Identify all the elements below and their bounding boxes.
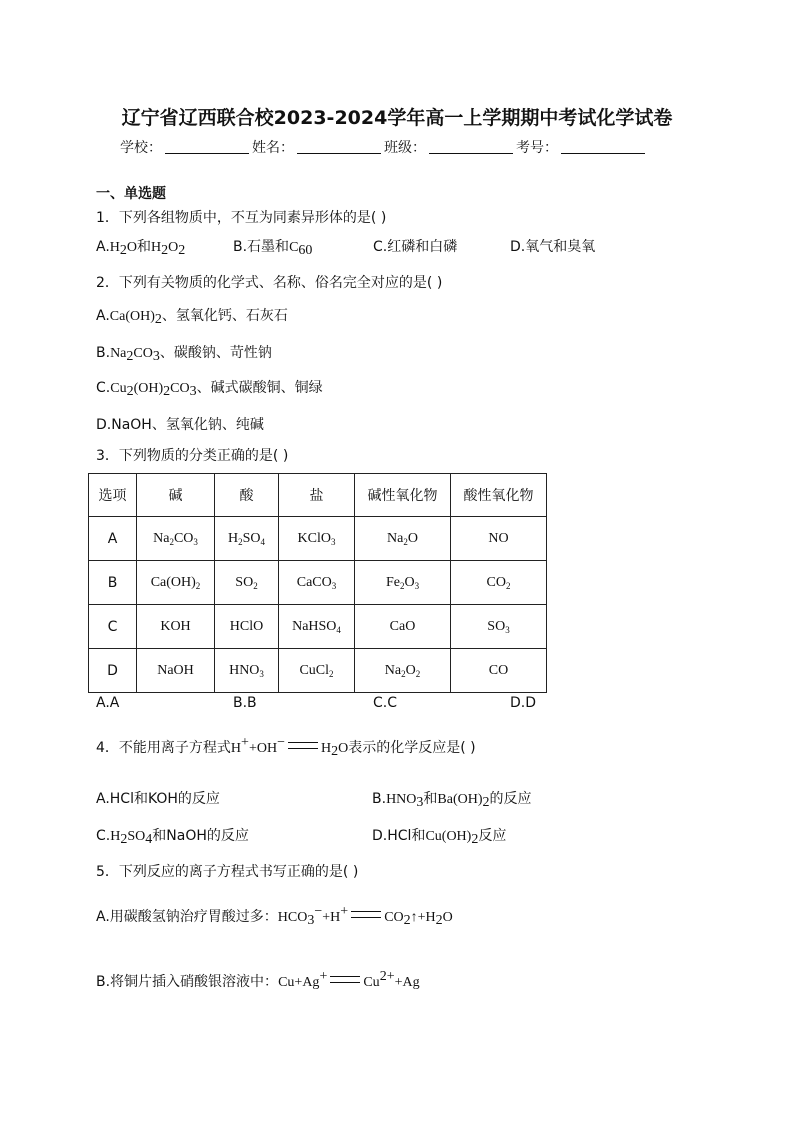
q2-option-b[interactable]: $B.Na_2CO_3$、碳酸钠、苛性钠 <box>96 345 272 364</box>
q4-stem: 4．不能用离子方程式H++OH− $H_2O$表示的化学反应是( ) <box>96 735 476 759</box>
table-row <box>89 517 547 561</box>
q1-option-c[interactable]: C.红磷和白磷 <box>373 239 458 255</box>
student-info-line <box>120 137 648 157</box>
classification-table <box>88 473 547 693</box>
table-cell: CuCl$_2$ <box>279 649 355 693</box>
table-cell: $Na_2O$ <box>355 517 451 561</box>
q3-stem: 3．下列物质的分类正确的是( ) <box>96 448 289 464</box>
q1-option-b[interactable]: B.石墨和$C_{60}$ <box>233 239 313 258</box>
table-cell: C <box>89 605 137 649</box>
school-label: 学校： <box>120 140 162 156</box>
section-title: 一、单选题 <box>96 186 166 202</box>
number-blank[interactable] <box>561 139 645 154</box>
table-row <box>89 649 547 693</box>
table-cell: $HNO_3$ <box>215 649 279 693</box>
table-cell: $SO_3$ <box>451 605 547 649</box>
table-cell: KClO$_3$ <box>279 517 355 561</box>
table-header: 酸性氧化物 <box>451 474 547 517</box>
q5-stem: 5．下列反应的离子方程式书写正确的是( ) <box>96 864 359 880</box>
table-cell: NaHSO$_4$ <box>279 605 355 649</box>
q2-option-d[interactable]: D.NaOH、氢氧化钠、纯碱 <box>96 417 264 433</box>
table-header-row <box>89 474 547 517</box>
table-cell: NaOH <box>137 649 215 693</box>
table-header: 选项 <box>89 474 137 517</box>
table-cell: $Ca(OH)_2$ <box>137 561 215 605</box>
number-label: 考号： <box>516 140 558 156</box>
name-blank[interactable] <box>297 139 381 154</box>
table-cell: HClO <box>215 605 279 649</box>
table-cell: CaCO$_3$ <box>279 561 355 605</box>
page-title: 辽宁省辽西联合校2023-2024学年高一上学期期中考试化学试卷 <box>121 107 673 129</box>
q4-option-c[interactable]: $C.H_2SO_4$和NaOH的反应 <box>96 828 249 847</box>
equals-sign-icon <box>351 911 381 918</box>
equals-sign-icon <box>288 742 318 749</box>
table-header: 酸 <box>215 474 279 517</box>
table-cell: $H_2SO_4$ <box>215 517 279 561</box>
school-blank[interactable] <box>165 139 249 154</box>
q4-option-d[interactable]: D.HCl和$Cu(OH)_2$反应 <box>372 828 507 847</box>
equals-sign-icon <box>330 976 360 983</box>
q3-option-a[interactable]: A.A <box>96 695 120 711</box>
table-cell: CO <box>451 649 547 693</box>
q2-option-a[interactable]: $A.Ca(OH)_2$、氢氧化钙、石灰石 <box>96 308 288 327</box>
q3-option-b[interactable]: B.B <box>233 695 257 711</box>
class-blank[interactable] <box>429 139 513 154</box>
table-cell: $Na_2O_2$ <box>355 649 451 693</box>
table-cell: NO <box>451 517 547 561</box>
name-label: 姓名： <box>252 140 294 156</box>
q5-option-a[interactable]: A.用碳酸氢钠治疗胃酸过多：$HCO_3^-+H^+$ $CO_2↑+H_2O$ <box>96 904 453 928</box>
table-cell: $Fe_2O_3$ <box>355 561 451 605</box>
table-cell: $CO_2$ <box>451 561 547 605</box>
table-row <box>89 561 547 605</box>
table-cell: D <box>89 649 137 693</box>
q1-option-a[interactable]: $A.H_2O$和$H_2O_2$ <box>96 239 186 258</box>
table-cell: KOH <box>137 605 215 649</box>
table-cell: A <box>89 517 137 561</box>
q5-option-b[interactable]: B.将铜片插入硝酸银溶液中：Cu+Ag+ $Cu^{2+}+Ag$ <box>96 969 420 990</box>
table-cell: $Na_2CO_3$ <box>137 517 215 561</box>
q2-option-c[interactable]: $C.Cu_2(OH)_2CO_3$、碱式碳酸铜、铜绿 <box>96 380 323 399</box>
table-header: 碱 <box>137 474 215 517</box>
q1-stem: 1．下列各组物质中，不互为同素异形体的是( ) <box>96 210 387 226</box>
table-row <box>89 605 547 649</box>
table-header: 碱性氧化物 <box>355 474 451 517</box>
q4-option-b[interactable]: $B.HNO_3$和$Ba(OH)_2$的反应 <box>372 791 532 810</box>
q3-option-c[interactable]: C.C <box>373 695 398 711</box>
table-cell: CaO <box>355 605 451 649</box>
table-cell: $SO_2$ <box>215 561 279 605</box>
q3-option-d[interactable]: D.D <box>510 695 537 711</box>
table-header: 盐 <box>279 474 355 517</box>
q2-stem: 2．下列有关物质的化学式、名称、俗名完全对应的是( ) <box>96 275 443 291</box>
q1-option-d[interactable]: D.氧气和臭氧 <box>510 239 596 255</box>
q4-option-a[interactable]: A.HCl和KOH的反应 <box>96 791 220 807</box>
table-cell: B <box>89 561 137 605</box>
class-label: 班级： <box>384 140 426 156</box>
